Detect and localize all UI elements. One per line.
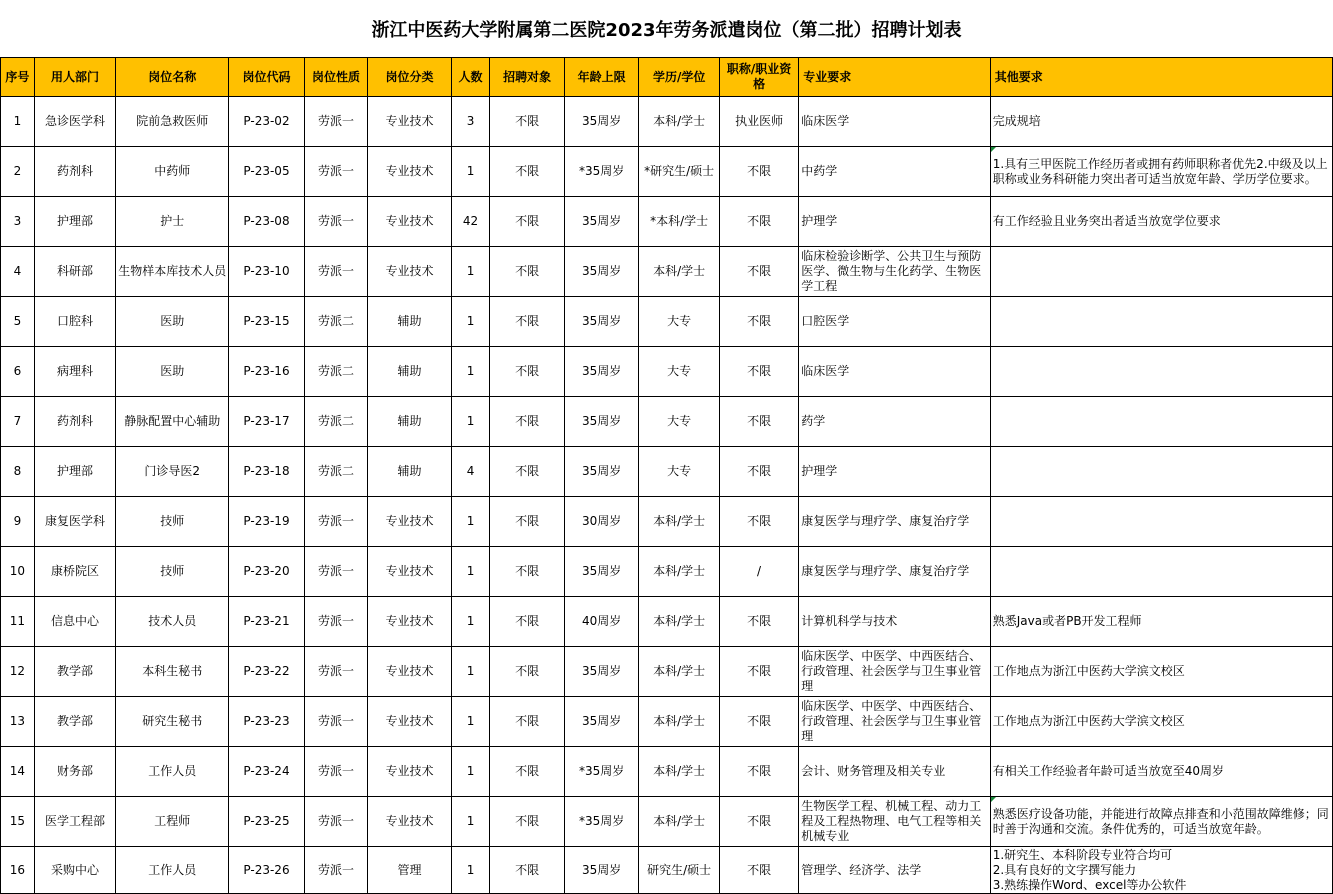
header-nature: 岗位性质 [304, 58, 368, 97]
cell-age[interactable]: *35周岁 [564, 147, 639, 197]
table-row [1, 597, 1333, 647]
cell-count[interactable]: 42 [451, 197, 490, 247]
cell-dept[interactable]: 护理部 [34, 197, 115, 247]
cell-count[interactable]: 1 [451, 147, 490, 197]
cell-target[interactable]: 不限 [490, 297, 564, 347]
cell-code[interactable]: P-23-24 [229, 747, 305, 797]
cell-no[interactable]: 2 [1, 147, 35, 197]
cell-title[interactable]: 不限 [719, 447, 798, 497]
cell-nature[interactable]: 劳派一 [304, 797, 368, 847]
table-row [1, 297, 1333, 347]
cell-age[interactable]: 35周岁 [564, 647, 639, 697]
cell-count[interactable]: 1 [451, 297, 490, 347]
cell-age[interactable]: 35周岁 [564, 97, 639, 147]
header-category: 岗位分类 [368, 58, 451, 97]
cell-major[interactable]: 生物医学工程、机械工程、动力工程及工程热物理、电气工程等相关机械专业 [799, 797, 990, 847]
cell-dept[interactable]: 护理部 [34, 447, 115, 497]
cell-category[interactable]: 辅助 [368, 347, 451, 397]
cell-edu[interactable]: 本科/学士 [639, 497, 719, 547]
cell-code[interactable]: P-23-20 [229, 547, 305, 597]
cell-no[interactable]: 14 [1, 747, 35, 797]
cell-code[interactable]: P-23-10 [229, 247, 305, 297]
cell-category[interactable]: 专业技术 [368, 797, 451, 847]
cell-other[interactable]: 有工作经验且业务突出者适当放宽学位要求 [990, 197, 1332, 247]
cell-age[interactable]: 35周岁 [564, 297, 639, 347]
cell-edu[interactable]: 大专 [639, 397, 719, 447]
cell-category[interactable]: 专业技术 [368, 247, 451, 297]
cell-code[interactable]: P-23-22 [229, 647, 305, 697]
cell-age[interactable]: 35周岁 [564, 397, 639, 447]
cell-category[interactable]: 辅助 [368, 397, 451, 447]
table-title: 浙江中医药大学附属第二医院2023年劳务派遣岗位（第二批）招聘计划表 [371, 19, 962, 41]
cell-major[interactable]: 药学 [799, 397, 990, 447]
cell-nature[interactable]: 劳派一 [304, 747, 368, 797]
cell-category[interactable]: 专业技术 [368, 547, 451, 597]
cell-nature[interactable]: 劳派一 [304, 547, 368, 597]
cell-edu[interactable]: 本科/学士 [639, 597, 719, 647]
table-row [1, 497, 1333, 547]
cell-code[interactable]: P-23-15 [229, 297, 305, 347]
cell-dept[interactable]: 医学工程部 [34, 797, 115, 847]
cell-count[interactable]: 3 [451, 97, 490, 147]
cell-other[interactable]: 1.具有三甲医院工作经历者或拥有药师职称者优先2.中级及以上职称或业务科研能力突出者可适当放宽年龄、学历学位要求。 [990, 147, 1332, 197]
table-row [1, 397, 1333, 447]
cell-no[interactable]: 5 [1, 297, 35, 347]
cell-nature[interactable]: 劳派一 [304, 597, 368, 647]
cell-no[interactable]: 3 [1, 197, 35, 247]
cell-age[interactable]: 35周岁 [564, 447, 639, 497]
cell-dept[interactable]: 药剂科 [34, 397, 115, 447]
header-code: 岗位代码 [229, 58, 305, 97]
cell-other[interactable] [990, 497, 1332, 547]
cell-category[interactable]: 专业技术 [368, 597, 451, 647]
cell-target[interactable]: 不限 [490, 647, 564, 697]
cell-code[interactable]: P-23-21 [229, 597, 305, 647]
cell-major[interactable]: 临床医学、中医学、中西医结合、行政管理、社会医学与卫生事业管理 [799, 697, 990, 747]
cell-position[interactable]: 工程师 [116, 797, 229, 847]
cell-edu[interactable]: 本科/学士 [639, 97, 719, 147]
cell-dept[interactable]: 急诊医学科 [34, 97, 115, 147]
cell-category[interactable]: 辅助 [368, 297, 451, 347]
cell-target[interactable]: 不限 [490, 447, 564, 497]
cell-other[interactable]: 1.研究生、本科阶段专业符合均可 2.具有良好的文字撰写能力 3.熟练操作Word、excel等办公软件 [990, 847, 1332, 894]
cell-position[interactable]: 院前急救医师 [116, 97, 229, 147]
cell-dept[interactable]: 采购中心 [34, 847, 115, 894]
header-title: 职称/职业资格 [719, 58, 798, 97]
table-row [1, 247, 1333, 297]
cell-major[interactable]: 口腔医学 [799, 297, 990, 347]
cell-count[interactable]: 1 [451, 247, 490, 297]
cell-no[interactable]: 6 [1, 347, 35, 397]
cell-major[interactable]: 临床医学 [799, 347, 990, 397]
cell-no[interactable]: 7 [1, 397, 35, 447]
table-row [1, 447, 1333, 497]
cell-count[interactable]: 1 [451, 347, 490, 397]
cell-no[interactable]: 16 [1, 847, 35, 894]
header-major: 专业要求 [799, 58, 990, 97]
cell-other[interactable] [990, 447, 1332, 497]
cell-major[interactable]: 中药学 [799, 147, 990, 197]
cell-nature[interactable]: 劳派二 [304, 347, 368, 397]
table-row [1, 197, 1333, 247]
cell-dept[interactable]: 教学部 [34, 647, 115, 697]
cell-category[interactable]: 专业技术 [368, 147, 451, 197]
header-age: 年龄上限 [564, 58, 639, 97]
cell-title[interactable]: 不限 [719, 697, 798, 747]
cell-nature[interactable]: 劳派一 [304, 497, 368, 547]
cell-no[interactable]: 10 [1, 547, 35, 597]
cell-age[interactable]: 35周岁 [564, 247, 639, 297]
cell-age[interactable]: 35周岁 [564, 197, 639, 247]
cell-nature[interactable]: 劳派一 [304, 847, 368, 894]
cell-code[interactable]: P-23-18 [229, 447, 305, 497]
cell-other[interactable]: 工作地点为浙江中医药大学滨文校区 [990, 697, 1332, 747]
cell-edu[interactable]: 本科/学士 [639, 247, 719, 297]
cell-position[interactable]: 技术人员 [116, 597, 229, 647]
cell-count[interactable]: 1 [451, 497, 490, 547]
cell-dept[interactable]: 口腔科 [34, 297, 115, 347]
cell-age[interactable]: *35周岁 [564, 797, 639, 847]
cell-title[interactable]: 不限 [719, 347, 798, 397]
cell-dept[interactable]: 病理科 [34, 347, 115, 397]
cell-nature[interactable]: 劳派二 [304, 447, 368, 497]
cell-position[interactable]: 静脉配置中心辅助 [116, 397, 229, 447]
header-count: 人数 [451, 58, 490, 97]
cell-position[interactable]: 生物样本库技术人员 [116, 247, 229, 297]
cell-category[interactable]: 辅助 [368, 447, 451, 497]
cell-title[interactable]: 不限 [719, 797, 798, 847]
cell-code[interactable]: P-23-23 [229, 697, 305, 747]
cell-category[interactable]: 专业技术 [368, 497, 451, 547]
cell-title[interactable]: 不限 [719, 247, 798, 297]
cell-position[interactable]: 中药师 [116, 147, 229, 197]
cell-position[interactable]: 技师 [116, 547, 229, 597]
cell-count[interactable]: 1 [451, 597, 490, 647]
cell-age[interactable]: 35周岁 [564, 347, 639, 397]
cell-no[interactable]: 1 [1, 97, 35, 147]
cell-count[interactable]: 1 [451, 747, 490, 797]
cell-dept[interactable]: 信息中心 [34, 597, 115, 647]
cell-target[interactable]: 不限 [490, 797, 564, 847]
header-other: 其他要求 [990, 58, 1332, 97]
cell-other[interactable] [990, 297, 1332, 347]
cell-other[interactable] [990, 247, 1332, 297]
cell-target[interactable]: 不限 [490, 347, 564, 397]
table-body [1, 97, 1333, 894]
cell-other[interactable] [990, 547, 1332, 597]
cell-target[interactable]: 不限 [490, 847, 564, 894]
cell-major[interactable]: 护理学 [799, 197, 990, 247]
table-row [1, 547, 1333, 597]
cell-title[interactable]: / [719, 547, 798, 597]
cell-code[interactable]: P-23-16 [229, 347, 305, 397]
cell-count[interactable]: 1 [451, 697, 490, 747]
cell-dept[interactable]: 康复医学科 [34, 497, 115, 547]
table-row [1, 347, 1333, 397]
cell-major[interactable]: 计算机科学与技术 [799, 597, 990, 647]
table-row [1, 647, 1333, 697]
cell-nature[interactable]: 劳派一 [304, 97, 368, 147]
cell-target[interactable]: 不限 [490, 247, 564, 297]
cell-edu[interactable]: 本科/学士 [639, 797, 719, 847]
cell-position[interactable]: 本科生秘书 [116, 647, 229, 697]
cell-other[interactable]: 熟悉医疗设备功能，并能进行故障点排查和小范围故障维修；同时善于沟通和交流。条件优秀的，可适当放宽年龄。 [990, 797, 1332, 847]
cell-title[interactable]: 不限 [719, 847, 798, 894]
cell-edu[interactable]: 本科/学士 [639, 697, 719, 747]
cell-category[interactable]: 专业技术 [368, 697, 451, 747]
cell-title[interactable]: 不限 [719, 647, 798, 697]
table-row [1, 97, 1333, 147]
cell-target[interactable]: 不限 [490, 197, 564, 247]
cell-major[interactable]: 临床医学 [799, 97, 990, 147]
cell-dept[interactable]: 药剂科 [34, 147, 115, 197]
cell-count[interactable]: 4 [451, 447, 490, 497]
cell-code[interactable]: P-23-08 [229, 197, 305, 247]
header-edu: 学历/学位 [639, 58, 719, 97]
cell-code[interactable]: P-23-05 [229, 147, 305, 197]
cell-target[interactable]: 不限 [490, 597, 564, 647]
cell-target[interactable]: 不限 [490, 397, 564, 447]
cell-no[interactable]: 9 [1, 497, 35, 547]
recruitment-table [0, 57, 1333, 894]
cell-no[interactable]: 13 [1, 697, 35, 747]
cell-major[interactable]: 管理学、经济学、法学 [799, 847, 990, 894]
cell-age[interactable]: 40周岁 [564, 597, 639, 647]
header-no: 序号 [1, 58, 35, 97]
cell-no[interactable]: 15 [1, 797, 35, 847]
table-row [1, 847, 1333, 894]
cell-other[interactable]: 有相关工作经验者年龄可适当放宽至40周岁 [990, 747, 1332, 797]
cell-no[interactable]: 11 [1, 597, 35, 647]
cell-position[interactable]: 护士 [116, 197, 229, 247]
table-row [1, 697, 1333, 747]
table-row [1, 147, 1333, 197]
cell-edu[interactable]: 本科/学士 [639, 747, 719, 797]
cell-target[interactable]: 不限 [490, 97, 564, 147]
cell-edu[interactable]: *本科/学士 [639, 197, 719, 247]
cell-no[interactable]: 12 [1, 647, 35, 697]
cell-dept[interactable]: 康桥院区 [34, 547, 115, 597]
cell-title[interactable]: 不限 [719, 197, 798, 247]
cell-target[interactable]: 不限 [490, 697, 564, 747]
cell-count[interactable]: 1 [451, 847, 490, 894]
cell-code[interactable]: P-23-17 [229, 397, 305, 447]
cell-target[interactable]: 不限 [490, 147, 564, 197]
cell-title[interactable]: 不限 [719, 747, 798, 797]
cell-other[interactable] [990, 347, 1332, 397]
cell-title[interactable]: 不限 [719, 147, 798, 197]
cell-code[interactable]: P-23-19 [229, 497, 305, 547]
cell-title[interactable]: 不限 [719, 397, 798, 447]
cell-major[interactable]: 会计、财务管理及相关专业 [799, 747, 990, 797]
cell-position[interactable]: 研究生秘书 [116, 697, 229, 747]
cell-nature[interactable]: 劳派一 [304, 647, 368, 697]
cell-count[interactable]: 1 [451, 797, 490, 847]
cell-target[interactable]: 不限 [490, 747, 564, 797]
header-dept: 用人部门 [34, 58, 115, 97]
cell-age[interactable]: 35周岁 [564, 547, 639, 597]
header-position: 岗位名称 [116, 58, 229, 97]
header-target: 招聘对象 [490, 58, 564, 97]
cell-category[interactable]: 专业技术 [368, 747, 451, 797]
cell-major[interactable]: 康复医学与理疗学、康复治疗学 [799, 547, 990, 597]
cell-other[interactable]: 熟悉Java或者PB开发工程师 [990, 597, 1332, 647]
cell-major[interactable]: 临床检验诊断学、公共卫生与预防医学、微生物与生化药学、生物医学工程 [799, 247, 990, 297]
table-row [1, 797, 1333, 847]
cell-major[interactable]: 康复医学与理疗学、康复治疗学 [799, 497, 990, 547]
cell-category[interactable]: 专业技术 [368, 647, 451, 697]
cell-category[interactable]: 管理 [368, 847, 451, 894]
cell-edu[interactable]: 研究生/硕士 [639, 847, 719, 894]
cell-edu[interactable]: *研究生/硕士 [639, 147, 719, 197]
cell-edu[interactable]: 本科/学士 [639, 547, 719, 597]
cell-nature[interactable]: 劳派二 [304, 397, 368, 447]
cell-code[interactable]: P-23-25 [229, 797, 305, 847]
cell-position[interactable]: 工作人员 [116, 847, 229, 894]
cell-no[interactable]: 8 [1, 447, 35, 497]
cell-nature[interactable]: 劳派一 [304, 697, 368, 747]
cell-other[interactable] [990, 397, 1332, 447]
cell-nature[interactable]: 劳派一 [304, 147, 368, 197]
cell-no[interactable]: 4 [1, 247, 35, 297]
cell-title[interactable]: 不限 [719, 297, 798, 347]
cell-title[interactable]: 不限 [719, 597, 798, 647]
cell-target[interactable]: 不限 [490, 547, 564, 597]
cell-major[interactable]: 临床医学、中医学、中西医结合、行政管理、社会医学与卫生事业管理 [799, 647, 990, 697]
cell-dept[interactable]: 财务部 [34, 747, 115, 797]
cell-position[interactable]: 技师 [116, 497, 229, 547]
cell-position[interactable]: 医助 [116, 297, 229, 347]
cell-code[interactable]: P-23-02 [229, 97, 305, 147]
cell-category[interactable]: 专业技术 [368, 197, 451, 247]
cell-target[interactable]: 不限 [490, 497, 564, 547]
cell-category[interactable]: 专业技术 [368, 97, 451, 147]
cell-nature[interactable]: 劳派二 [304, 297, 368, 347]
cell-title[interactable]: 执业医师 [719, 97, 798, 147]
cell-other[interactable]: 完成规培 [990, 97, 1332, 147]
cell-edu[interactable]: 大专 [639, 447, 719, 497]
cell-age[interactable]: 35周岁 [564, 697, 639, 747]
cell-age[interactable]: *35周岁 [564, 747, 639, 797]
cell-dept[interactable]: 教学部 [34, 697, 115, 747]
cell-edu[interactable]: 本科/学士 [639, 647, 719, 697]
cell-dept[interactable]: 科研部 [34, 247, 115, 297]
cell-position[interactable]: 医助 [116, 347, 229, 397]
cell-position[interactable]: 工作人员 [116, 747, 229, 797]
cell-count[interactable]: 1 [451, 647, 490, 697]
cell-count[interactable]: 1 [451, 547, 490, 597]
cell-major[interactable]: 护理学 [799, 447, 990, 497]
cell-count[interactable]: 1 [451, 397, 490, 447]
table-row [1, 747, 1333, 797]
cell-other[interactable]: 工作地点为浙江中医药大学滨文校区 [990, 647, 1332, 697]
cell-nature[interactable]: 劳派一 [304, 197, 368, 247]
cell-edu[interactable]: 大专 [639, 297, 719, 347]
cell-age[interactable]: 30周岁 [564, 497, 639, 547]
cell-age[interactable]: 35周岁 [564, 847, 639, 894]
cell-position[interactable]: 门诊导医2 [116, 447, 229, 497]
cell-code[interactable]: P-23-26 [229, 847, 305, 894]
cell-edu[interactable]: 大专 [639, 347, 719, 397]
cell-title[interactable]: 不限 [719, 497, 798, 547]
cell-nature[interactable]: 劳派一 [304, 247, 368, 297]
